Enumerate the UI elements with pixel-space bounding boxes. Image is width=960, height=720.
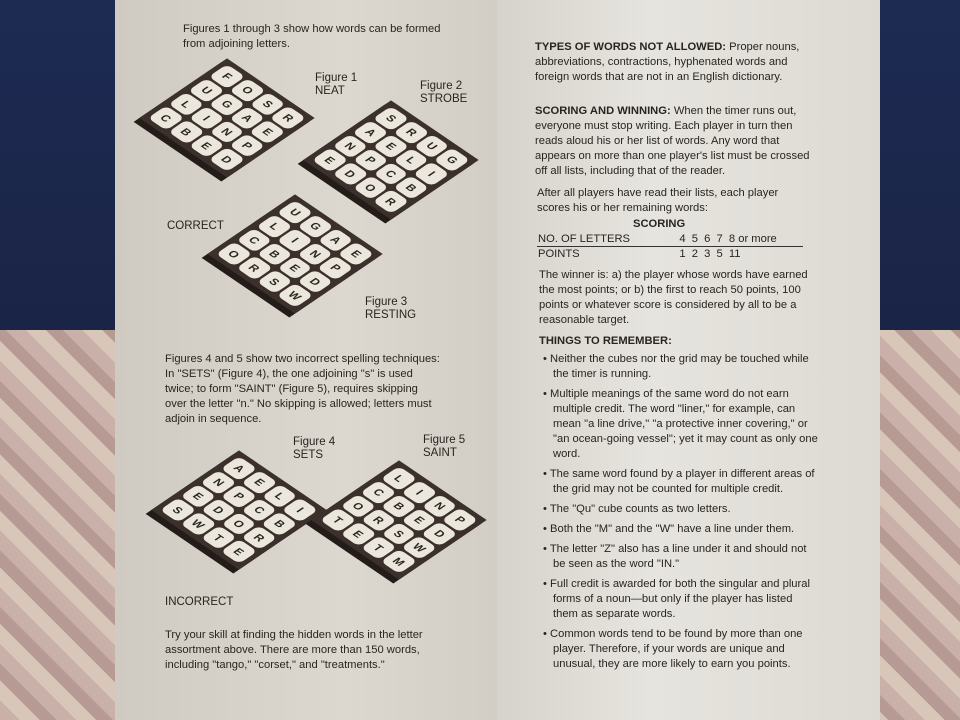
letter-cube: O xyxy=(216,242,252,267)
incorrect-label: INCORRECT xyxy=(165,596,234,608)
letter-cube: E xyxy=(221,539,257,564)
board-grid xyxy=(139,58,314,177)
remember-item: • Multiple meanings of the same word do not earn multiple credit. The word "liner," for example, can mean "a line drive," "a protective inner covering," or "an ocean-going vessel"; yet it may count as only one word. xyxy=(543,388,818,460)
booklet-right-page xyxy=(497,0,880,720)
letter-cube: E xyxy=(373,134,409,159)
letter-cube: O xyxy=(221,511,257,536)
letter-cube: O xyxy=(352,175,388,200)
board-figure-1 xyxy=(157,56,297,180)
letter-cube: I xyxy=(413,161,449,186)
letter-cube: N xyxy=(297,242,333,267)
remember-item: • The letter "Z" also has a line under it and should not be seen as the word "IN." xyxy=(543,543,807,570)
correct-label: CORRECT xyxy=(167,220,224,232)
board-grid xyxy=(311,460,486,579)
letter-cube: L xyxy=(381,466,417,491)
letter-cube: U xyxy=(188,78,224,103)
letter-cube: L xyxy=(168,92,204,117)
letter-cube: P xyxy=(352,148,388,173)
letter-cube: N xyxy=(332,134,368,159)
letter-cube: W xyxy=(401,535,437,560)
letter-cube: D xyxy=(421,521,457,546)
letter-cube: L xyxy=(256,214,292,239)
board-figure-4 xyxy=(169,448,307,572)
letter-cube: E xyxy=(401,508,437,533)
letter-cube: E xyxy=(180,484,216,509)
letter-cube: P xyxy=(229,133,265,158)
board-grid xyxy=(151,450,326,569)
letter-cube: T xyxy=(360,535,396,560)
letter-cube: R xyxy=(393,120,429,145)
letter-cube: E xyxy=(249,119,285,144)
letter-cube: U xyxy=(413,134,449,159)
figure-3-label: Figure 3 RESTING xyxy=(365,296,417,321)
letter-cube: A xyxy=(352,120,388,145)
letter-cube: U xyxy=(277,200,313,225)
letter-cube: E xyxy=(338,242,374,267)
letter-cube: S xyxy=(256,269,292,294)
letter-cube: B xyxy=(381,494,417,519)
points-row: POINTS 1 2 3 5 11 xyxy=(538,248,741,260)
letter-cube: I xyxy=(188,106,224,131)
letter-cube: P xyxy=(221,484,257,509)
remember-item: • Neither the cubes nor the grid may be touched while the timer is running. xyxy=(543,353,809,380)
letters-row: NO. OF LETTERS 4 5 6 7 8 or more xyxy=(537,232,803,247)
letter-cube: A xyxy=(317,228,353,253)
letter-cube: R xyxy=(270,106,306,131)
letter-cube: C xyxy=(236,228,272,253)
letter-cube: D xyxy=(332,161,368,186)
letter-cube: B xyxy=(393,175,429,200)
letter-cube: R xyxy=(373,189,409,214)
letter-cube: O xyxy=(340,494,376,519)
letter-cube: D xyxy=(200,498,236,523)
letter-cube: T xyxy=(200,525,236,550)
scoring-section: SCORING AND WINNING: When the timer runs out, everyone must stop writing. Each player in turn then reads aloud his or her list of words. Any word that appears on more than one player's list must be crossed off all lists, including that of the reader. xyxy=(535,105,810,177)
letter-cube: G xyxy=(434,148,470,173)
letter-cube: I xyxy=(401,480,437,505)
board-figure-5 xyxy=(329,458,469,582)
letter-cube: M xyxy=(381,549,417,574)
letter-cube: G xyxy=(209,92,245,117)
figure-1-label: Figure 1 NEAT xyxy=(315,72,358,97)
letter-cube: C xyxy=(360,480,396,505)
letter-cube: I xyxy=(277,228,313,253)
remember-item: • Both the "M" and the "W" have a line under them. xyxy=(543,523,795,535)
letter-cube: R xyxy=(241,525,277,550)
letter-cube: S xyxy=(373,106,409,131)
letter-cube: P xyxy=(442,508,478,533)
letter-cube: E xyxy=(312,148,348,173)
figure-4-label: Figure 4 SETS xyxy=(293,436,336,461)
letter-cube: G xyxy=(297,214,333,239)
remember-heading: THINGS TO REMEMBER: xyxy=(539,335,672,347)
board-grid xyxy=(207,194,382,313)
remember-item: • Common words tend to be found by more than one player. Therefore, if your words are unique and unusual, they are more likely to earn you points. xyxy=(543,628,803,670)
winner-text: The winner is: a) the player whose words have earned the most points; or b) the first to reach 50 points, 100 points or whatever score is considered by all to be a reasonable target. xyxy=(539,269,808,326)
letter-cube: C xyxy=(241,498,277,523)
letter-cube: E xyxy=(241,470,277,495)
remember-item: • Full credit is awarded for both the singular and plural forms of a noun—but only if the player has listed them as separate words. xyxy=(543,578,810,620)
letter-cube: L xyxy=(393,148,429,173)
letter-cube: B xyxy=(168,119,204,144)
letter-cube: L xyxy=(261,484,297,509)
figure-2-label: Figure 2 STROBE xyxy=(420,80,468,105)
letter-cube: A xyxy=(221,456,257,481)
letter-cube: N xyxy=(209,119,245,144)
try-your-skill-text: Try your skill at finding the hidden words in the letter assortment above. There are more than 150 words, including "tango," "corset," and "treatments." xyxy=(165,629,423,671)
intro-text: Figures 1 through 3 show how words can be formed from adjoining letters. xyxy=(183,23,441,50)
incorrect-explanation: Figures 4 and 5 show two incorrect spelling techniques: In "SETS" (Figure 4), the one adjoining "s" is used twice; to form "SAINT" (Figure 5), requires skipping over the letter "n." No skipping is allowed; letters must adjoin in sequence. xyxy=(165,353,440,425)
letter-cube: O xyxy=(229,78,265,103)
scoring-table-title: SCORING xyxy=(633,218,686,230)
remember-item: • The "Qu" cube counts as two letters. xyxy=(543,503,731,515)
letter-cube: W xyxy=(180,511,216,536)
letter-cube: D xyxy=(297,269,333,294)
letter-cube: S xyxy=(249,92,285,117)
letter-cube: I xyxy=(282,498,318,523)
remember-list xyxy=(543,352,819,677)
letter-cube: S xyxy=(160,498,196,523)
not-allowed-section: TYPES OF WORDS NOT ALLOWED: Proper nouns, abbreviations, contractions, hyphenated words and foreign words that are not in an English dictionary. xyxy=(535,41,800,83)
letter-cube: C xyxy=(148,106,184,131)
letter-cube: P xyxy=(317,255,353,280)
board-figure-3 xyxy=(225,192,365,316)
letter-cube: D xyxy=(209,147,245,172)
letter-cube: R xyxy=(236,255,272,280)
letter-cube: E xyxy=(340,521,376,546)
letter-cube: E xyxy=(277,255,313,280)
figure-5-label: Figure 5 SAINT xyxy=(423,434,466,459)
after-text: After all players have read their lists, each player scores his or her remaining words: xyxy=(537,187,779,214)
letter-cube: W xyxy=(277,283,313,308)
letter-cube: R xyxy=(360,508,396,533)
booklet-left-page xyxy=(115,0,497,720)
letter-cube: N xyxy=(421,494,457,519)
letter-cube: E xyxy=(188,133,224,158)
letter-cube: A xyxy=(229,106,265,131)
remember-item: • The same word found by a player in different areas of the grid may not be counted for multiple credit. xyxy=(543,468,815,495)
letter-cube: T xyxy=(320,508,356,533)
scoring-table xyxy=(537,232,803,261)
letter-cube: B xyxy=(256,242,292,267)
letter-cube: N xyxy=(200,470,236,495)
letter-cube: C xyxy=(373,161,409,186)
letter-cube: F xyxy=(209,64,245,89)
letter-cube: B xyxy=(261,511,297,536)
letter-cube: S xyxy=(381,521,417,546)
